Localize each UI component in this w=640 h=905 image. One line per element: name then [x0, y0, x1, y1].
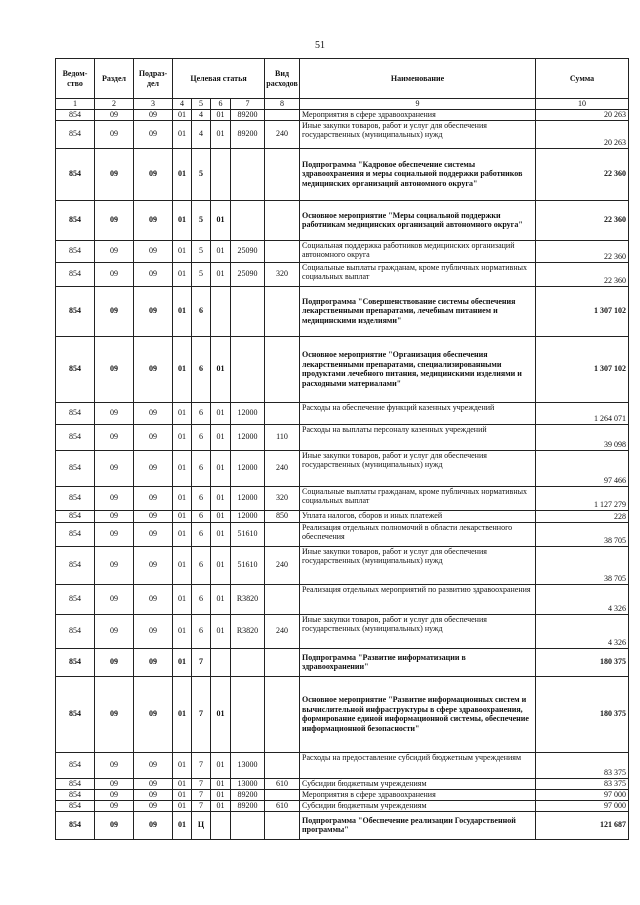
target-code-1-cell: 01 — [173, 110, 192, 121]
target-code-3-cell: 01 — [211, 486, 231, 510]
expense-type-cell: 240 — [265, 120, 300, 148]
target-code-2-cell: 6 — [192, 510, 211, 522]
table-row — [56, 811, 629, 839]
target-code-3-cell: 01 — [211, 262, 231, 286]
razdel-cell: 09 — [95, 800, 134, 811]
razdel-cell: 09 — [95, 200, 134, 240]
target-code-2-cell: 4 — [192, 110, 211, 121]
target-code-1-cell: 01 — [173, 402, 192, 424]
vedomstvo-cell: 854 — [56, 450, 95, 486]
podrazdel-cell: 09 — [134, 676, 173, 752]
name-cell: Подпрограмма "Кадровое обеспечение системы здравоохранения и меры социальной поддержки работников медицинских организаций автономного округа" — [300, 148, 536, 200]
header-razdel: Раздел — [95, 59, 134, 99]
sum-cell: 1 307 102 — [536, 286, 629, 336]
vedomstvo-cell: 854 — [56, 486, 95, 510]
target-code-1-cell: 01 — [173, 778, 192, 789]
target-code-4-cell: 13000 — [231, 778, 265, 789]
vedomstvo-cell: 854 — [56, 811, 95, 839]
podrazdel-cell: 09 — [134, 614, 173, 648]
table-row — [56, 800, 629, 811]
vedomstvo-cell: 854 — [56, 546, 95, 584]
target-code-4-cell: R3820 — [231, 614, 265, 648]
target-code-1-cell: 01 — [173, 424, 192, 450]
expense-type-cell — [265, 811, 300, 839]
expense-type-cell: 240 — [265, 614, 300, 648]
target-code-1-cell: 01 — [173, 752, 192, 778]
sum-cell: 180 375 — [536, 648, 629, 676]
target-code-4-cell: 89200 — [231, 120, 265, 148]
name-cell: Иные закупки товаров, работ и услуг для обеспечения государственных (муниципальных) нужд — [300, 450, 536, 486]
target-code-1-cell: 01 — [173, 584, 192, 614]
razdel-cell: 09 — [95, 778, 134, 789]
table-row — [56, 450, 629, 486]
target-code-2-cell: 5 — [192, 262, 211, 286]
column-number: 9 — [300, 99, 536, 110]
target-code-1-cell: 01 — [173, 789, 192, 800]
table-row — [56, 778, 629, 789]
name-cell: Мероприятия в сфере здравоохранения — [300, 789, 536, 800]
table-row — [56, 752, 629, 778]
target-code-3-cell: 01 — [211, 240, 231, 262]
name-cell: Подпрограмма "Совершенствование системы обеспечения лекарственными препаратами, лечебным питанием и медицинскими изделиями" — [300, 286, 536, 336]
vedomstvo-cell: 854 — [56, 800, 95, 811]
vedomstvo-cell: 854 — [56, 120, 95, 148]
target-code-3-cell: 01 — [211, 110, 231, 121]
header-summa: Сумма — [536, 59, 629, 99]
target-code-1-cell: 01 — [173, 800, 192, 811]
target-code-4-cell: 89200 — [231, 110, 265, 121]
table-row — [56, 486, 629, 510]
table-row — [56, 789, 629, 800]
target-code-3-cell: 01 — [211, 402, 231, 424]
table-row — [56, 676, 629, 752]
vedomstvo-cell: 854 — [56, 262, 95, 286]
target-code-4-cell — [231, 811, 265, 839]
name-cell: Основное мероприятие "Меры социальной поддержки работникам медицинских организаций автономного округа" — [300, 200, 536, 240]
header-celevaya-statya: Целевая статья — [173, 59, 265, 99]
column-number: 7 — [231, 99, 265, 110]
target-code-1-cell: 01 — [173, 200, 192, 240]
target-code-2-cell: 6 — [192, 546, 211, 584]
column-number-row — [56, 99, 629, 110]
target-code-1-cell: 01 — [173, 450, 192, 486]
sum-cell: 1 307 102 — [536, 336, 629, 402]
header-vedomstvo: Ведом- ство — [56, 59, 95, 99]
target-code-3-cell: 01 — [211, 584, 231, 614]
name-cell: Мероприятия в сфере здравоохранения — [300, 110, 536, 121]
expense-type-cell — [265, 789, 300, 800]
razdel-cell: 09 — [95, 336, 134, 402]
sum-cell: 20 263 — [536, 110, 629, 121]
razdel-cell: 09 — [95, 648, 134, 676]
expense-type-cell — [265, 648, 300, 676]
target-code-3-cell: 01 — [211, 614, 231, 648]
expense-type-cell — [265, 200, 300, 240]
podrazdel-cell: 09 — [134, 240, 173, 262]
target-code-3-cell: 01 — [211, 200, 231, 240]
target-code-3-cell — [211, 648, 231, 676]
target-code-1-cell: 01 — [173, 614, 192, 648]
expense-type-cell — [265, 148, 300, 200]
target-code-4-cell — [231, 336, 265, 402]
name-cell: Реализация отдельных полномочий в области лекарственного обеспечения — [300, 522, 536, 546]
target-code-4-cell: 25090 — [231, 240, 265, 262]
vedomstvo-cell: 854 — [56, 286, 95, 336]
column-number: 8 — [265, 99, 300, 110]
header-podrazdel: Подраз- дел — [134, 59, 173, 99]
target-code-2-cell: 5 — [192, 148, 211, 200]
podrazdel-cell: 09 — [134, 811, 173, 839]
target-code-3-cell: 01 — [211, 120, 231, 148]
vedomstvo-cell: 854 — [56, 510, 95, 522]
target-code-3-cell: 01 — [211, 778, 231, 789]
razdel-cell: 09 — [95, 240, 134, 262]
sum-cell: 38 705 — [536, 522, 629, 546]
sum-cell: 22 360 — [536, 240, 629, 262]
sum-cell: 39 098 — [536, 424, 629, 450]
vedomstvo-cell: 854 — [56, 200, 95, 240]
table-row — [56, 584, 629, 614]
podrazdel-cell: 09 — [134, 778, 173, 789]
expense-type-cell: 110 — [265, 424, 300, 450]
podrazdel-cell: 09 — [134, 110, 173, 121]
target-code-4-cell: 12000 — [231, 450, 265, 486]
sum-cell: 121 687 — [536, 811, 629, 839]
name-cell: Реализация отдельных мероприятий по развитию здравоохранения — [300, 584, 536, 614]
vedomstvo-cell: 854 — [56, 789, 95, 800]
column-number: 3 — [134, 99, 173, 110]
target-code-2-cell: 6 — [192, 486, 211, 510]
target-code-1-cell: 01 — [173, 286, 192, 336]
target-code-2-cell: 6 — [192, 584, 211, 614]
expense-type-cell: 610 — [265, 778, 300, 789]
target-code-1-cell: 01 — [173, 148, 192, 200]
razdel-cell: 09 — [95, 676, 134, 752]
name-cell: Иные закупки товаров, работ и услуг для обеспечения государственных (муниципальных) нужд — [300, 614, 536, 648]
sum-cell: 38 705 — [536, 546, 629, 584]
table-row — [56, 286, 629, 336]
podrazdel-cell: 09 — [134, 286, 173, 336]
sum-cell: 22 360 — [536, 148, 629, 200]
target-code-2-cell: 6 — [192, 450, 211, 486]
razdel-cell: 09 — [95, 148, 134, 200]
target-code-2-cell: 7 — [192, 648, 211, 676]
target-code-1-cell: 01 — [173, 522, 192, 546]
column-number: 2 — [95, 99, 134, 110]
table-row — [56, 424, 629, 450]
column-number: 5 — [192, 99, 211, 110]
name-cell: Иные закупки товаров, работ и услуг для обеспечения государственных (муниципальных) нужд — [300, 546, 536, 584]
target-code-4-cell — [231, 200, 265, 240]
column-number: 1 — [56, 99, 95, 110]
podrazdel-cell: 09 — [134, 486, 173, 510]
target-code-1-cell: 01 — [173, 262, 192, 286]
expense-type-cell — [265, 676, 300, 752]
vedomstvo-cell: 854 — [56, 336, 95, 402]
expense-type-cell — [265, 110, 300, 121]
target-code-2-cell: 6 — [192, 286, 211, 336]
target-code-1-cell: 01 — [173, 336, 192, 402]
podrazdel-cell: 09 — [134, 648, 173, 676]
razdel-cell: 09 — [95, 811, 134, 839]
table-row — [56, 546, 629, 584]
column-number: 4 — [173, 99, 192, 110]
table-row — [56, 522, 629, 546]
target-code-4-cell: 12000 — [231, 510, 265, 522]
sum-cell: 1 127 279 — [536, 486, 629, 510]
target-code-1-cell: 01 — [173, 648, 192, 676]
name-cell: Основное мероприятие "Развитие информационных систем и вычислительной инфраструктуры в сфере здравоохранения, формирование единой информационной системы, обеспечение информационной безопасности" — [300, 676, 536, 752]
target-code-3-cell — [211, 286, 231, 336]
name-cell: Расходы на обеспечение функций казенных учреждений — [300, 402, 536, 424]
expense-type-cell: 610 — [265, 800, 300, 811]
vedomstvo-cell: 854 — [56, 424, 95, 450]
vedomstvo-cell: 854 — [56, 240, 95, 262]
name-cell: Субсидии бюджетным учреждениям — [300, 800, 536, 811]
target-code-2-cell: 6 — [192, 402, 211, 424]
target-code-1-cell: 01 — [173, 240, 192, 262]
sum-cell: 4 326 — [536, 614, 629, 648]
table-row — [56, 402, 629, 424]
expense-type-cell — [265, 522, 300, 546]
sum-cell: 4 326 — [536, 584, 629, 614]
podrazdel-cell: 09 — [134, 522, 173, 546]
page-number: 51 — [315, 40, 325, 51]
table-row — [56, 648, 629, 676]
expense-type-cell: 320 — [265, 262, 300, 286]
sum-cell: 1 264 071 — [536, 402, 629, 424]
name-cell: Социальные выплаты гражданам, кроме публичных нормативных социальных выплат — [300, 486, 536, 510]
razdel-cell: 09 — [95, 286, 134, 336]
target-code-2-cell: 7 — [192, 752, 211, 778]
sum-cell: 83 375 — [536, 752, 629, 778]
name-cell: Социальные выплаты гражданам, кроме публичных нормативных социальных выплат — [300, 262, 536, 286]
target-code-4-cell: 89200 — [231, 800, 265, 811]
name-cell: Уплата налогов, сборов и иных платежей — [300, 510, 536, 522]
target-code-1-cell: 01 — [173, 676, 192, 752]
header-naimenovanie: Наименование — [300, 59, 536, 99]
target-code-2-cell: 7 — [192, 789, 211, 800]
razdel-cell: 09 — [95, 486, 134, 510]
name-cell: Расходы на предоставление субсидий бюджетным учреждениям — [300, 752, 536, 778]
podrazdel-cell: 09 — [134, 148, 173, 200]
sum-cell: 83 375 — [536, 778, 629, 789]
sum-cell: 228 — [536, 510, 629, 522]
razdel-cell: 09 — [95, 546, 134, 584]
name-cell: Подпрограмма "Обеспечение реализации Государственной программы" — [300, 811, 536, 839]
name-cell: Субсидии бюджетным учреждениям — [300, 778, 536, 789]
razdel-cell: 09 — [95, 584, 134, 614]
target-code-2-cell: 6 — [192, 614, 211, 648]
header-row — [56, 59, 629, 99]
target-code-4-cell: 25090 — [231, 262, 265, 286]
column-number: 10 — [536, 99, 629, 110]
target-code-2-cell: 7 — [192, 778, 211, 789]
name-cell: Социальная поддержка работников медицинских организаций автономного округа — [300, 240, 536, 262]
target-code-3-cell: 01 — [211, 800, 231, 811]
name-cell: Основное мероприятие "Организация обеспечения лекарственными препаратами, специализированными продуктами лечебного питания, медицинскими изделиями и расходными материалами" — [300, 336, 536, 402]
table-row — [56, 510, 629, 522]
razdel-cell: 09 — [95, 614, 134, 648]
vedomstvo-cell: 854 — [56, 752, 95, 778]
razdel-cell: 09 — [95, 262, 134, 286]
target-code-4-cell — [231, 148, 265, 200]
target-code-3-cell — [211, 811, 231, 839]
target-code-3-cell: 01 — [211, 546, 231, 584]
target-code-3-cell — [211, 148, 231, 200]
target-code-3-cell: 01 — [211, 424, 231, 450]
podrazdel-cell: 09 — [134, 584, 173, 614]
razdel-cell: 09 — [95, 450, 134, 486]
expense-type-cell — [265, 336, 300, 402]
podrazdel-cell: 09 — [134, 424, 173, 450]
table-row — [56, 148, 629, 200]
vedomstvo-cell: 854 — [56, 676, 95, 752]
target-code-3-cell: 01 — [211, 510, 231, 522]
target-code-3-cell: 01 — [211, 676, 231, 752]
table-row — [56, 614, 629, 648]
vedomstvo-cell: 854 — [56, 648, 95, 676]
razdel-cell: 09 — [95, 120, 134, 148]
name-cell: Подпрограмма "Развитие информатизации в здравоохранении" — [300, 648, 536, 676]
expense-type-cell: 850 — [265, 510, 300, 522]
sum-cell: 22 360 — [536, 200, 629, 240]
target-code-3-cell: 01 — [211, 336, 231, 402]
vedomstvo-cell: 854 — [56, 402, 95, 424]
table-body — [56, 110, 629, 840]
target-code-4-cell: 51610 — [231, 546, 265, 584]
target-code-2-cell: 5 — [192, 200, 211, 240]
razdel-cell: 09 — [95, 424, 134, 450]
table-row — [56, 110, 629, 121]
podrazdel-cell: 09 — [134, 752, 173, 778]
target-code-1-cell: 01 — [173, 546, 192, 584]
razdel-cell: 09 — [95, 752, 134, 778]
podrazdel-cell: 09 — [134, 510, 173, 522]
table-row — [56, 120, 629, 148]
sum-cell: 20 263 — [536, 120, 629, 148]
vedomstvo-cell: 854 — [56, 148, 95, 200]
column-number: 6 — [211, 99, 231, 110]
target-code-2-cell: 7 — [192, 676, 211, 752]
name-cell: Расходы на выплаты персоналу казенных учреждений — [300, 424, 536, 450]
target-code-2-cell: Ц — [192, 811, 211, 839]
target-code-1-cell: 01 — [173, 510, 192, 522]
target-code-4-cell: 89200 — [231, 789, 265, 800]
razdel-cell: 09 — [95, 510, 134, 522]
target-code-4-cell: 12000 — [231, 402, 265, 424]
target-code-2-cell: 6 — [192, 522, 211, 546]
expense-type-cell — [265, 240, 300, 262]
vedomstvo-cell: 854 — [56, 110, 95, 121]
podrazdel-cell: 09 — [134, 200, 173, 240]
vedomstvo-cell: 854 — [56, 522, 95, 546]
vedomstvo-cell: 854 — [56, 584, 95, 614]
sum-cell: 97 466 — [536, 450, 629, 486]
name-cell: Иные закупки товаров, работ и услуг для обеспечения государственных (муниципальных) нужд — [300, 120, 536, 148]
header-vid-raskhodov: Вид расходов — [265, 59, 300, 99]
vedomstvo-cell: 854 — [56, 614, 95, 648]
target-code-3-cell: 01 — [211, 752, 231, 778]
budget-table — [55, 58, 629, 840]
table-row — [56, 336, 629, 402]
podrazdel-cell: 09 — [134, 120, 173, 148]
expense-type-cell — [265, 584, 300, 614]
expense-type-cell: 320 — [265, 486, 300, 510]
sum-cell: 97 000 — [536, 789, 629, 800]
razdel-cell: 09 — [95, 789, 134, 800]
target-code-1-cell: 01 — [173, 120, 192, 148]
target-code-4-cell — [231, 676, 265, 752]
target-code-4-cell: 12000 — [231, 486, 265, 510]
table-row — [56, 200, 629, 240]
podrazdel-cell: 09 — [134, 546, 173, 584]
target-code-2-cell: 6 — [192, 424, 211, 450]
expense-type-cell: 240 — [265, 450, 300, 486]
expense-type-cell — [265, 286, 300, 336]
expense-type-cell — [265, 752, 300, 778]
sum-cell: 22 360 — [536, 262, 629, 286]
razdel-cell: 09 — [95, 402, 134, 424]
target-code-2-cell: 6 — [192, 336, 211, 402]
target-code-1-cell: 01 — [173, 811, 192, 839]
target-code-4-cell — [231, 286, 265, 336]
sum-cell: 97 000 — [536, 800, 629, 811]
target-code-2-cell: 7 — [192, 800, 211, 811]
target-code-3-cell: 01 — [211, 522, 231, 546]
podrazdel-cell: 09 — [134, 402, 173, 424]
target-code-3-cell: 01 — [211, 450, 231, 486]
razdel-cell: 09 — [95, 110, 134, 121]
podrazdel-cell: 09 — [134, 336, 173, 402]
target-code-4-cell: 13000 — [231, 752, 265, 778]
target-code-2-cell: 5 — [192, 240, 211, 262]
sum-cell: 180 375 — [536, 676, 629, 752]
target-code-3-cell: 01 — [211, 789, 231, 800]
razdel-cell: 09 — [95, 522, 134, 546]
expense-type-cell — [265, 402, 300, 424]
target-code-4-cell: 51610 — [231, 522, 265, 546]
expense-type-cell: 240 — [265, 546, 300, 584]
target-code-2-cell: 4 — [192, 120, 211, 148]
target-code-4-cell: 12000 — [231, 424, 265, 450]
podrazdel-cell: 09 — [134, 800, 173, 811]
table-row — [56, 262, 629, 286]
podrazdel-cell: 09 — [134, 450, 173, 486]
table-row — [56, 240, 629, 262]
podrazdel-cell: 09 — [134, 789, 173, 800]
vedomstvo-cell: 854 — [56, 778, 95, 789]
podrazdel-cell: 09 — [134, 262, 173, 286]
target-code-1-cell: 01 — [173, 486, 192, 510]
target-code-4-cell — [231, 648, 265, 676]
target-code-4-cell: R3820 — [231, 584, 265, 614]
